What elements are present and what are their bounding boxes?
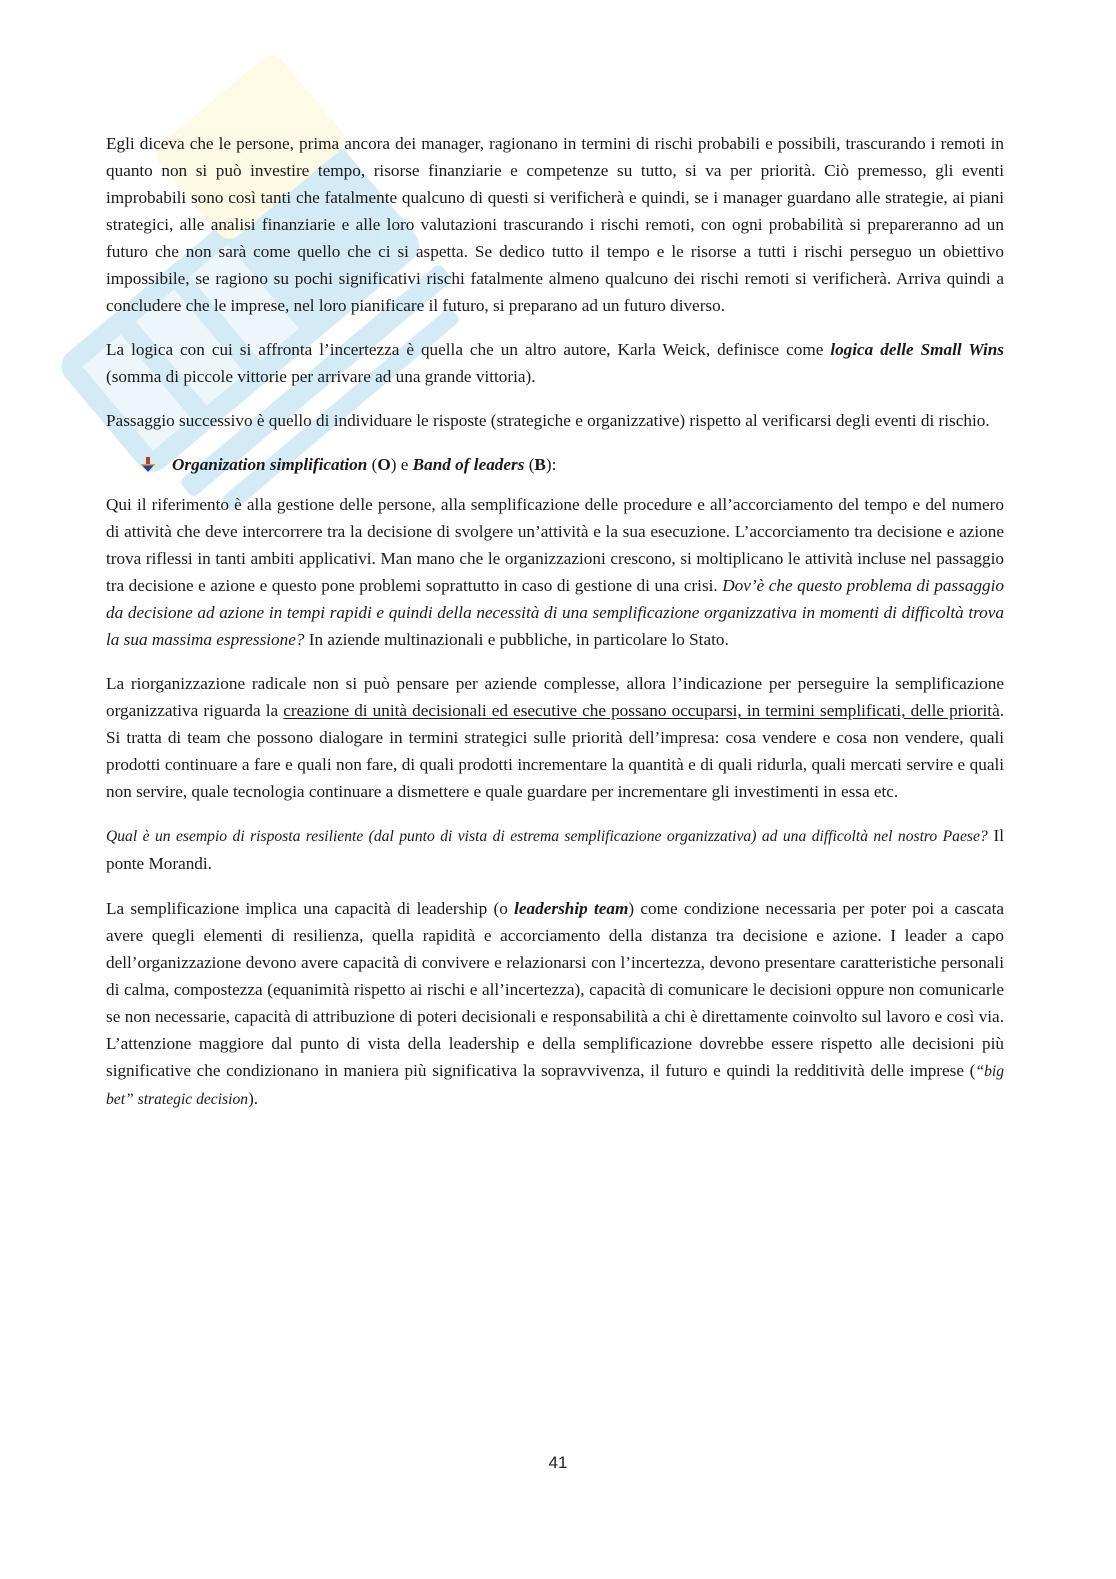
abbr-b: B (534, 455, 546, 474)
bullet-text (172, 451, 556, 478)
italic-big-bet: “big bet” strategic decision (106, 1063, 1004, 1108)
term-band-of-leaders: Band of leaders (412, 455, 525, 474)
page-number: 41 (548, 1453, 568, 1472)
text-segment: ). (248, 1089, 259, 1108)
bold-term-small-wins: logica delle Small Wins (830, 340, 1004, 359)
text-segment: . Si tratta di team che possono dialogare in termini strategici sulle priorità dell’impresa: cosa vendere e cosa non vendere, quali prodotti continuare a fare e quali non fare, di quali prodotti incrementare la quantità e di quali ridurla, quali mercati servire e quali non servire, quale tecnologia continuare a dismettere e quale guardare per incrementare gli investimenti in essa etc. (106, 701, 1005, 801)
paragraph-simplification (106, 491, 1004, 653)
text-segment: ( (524, 455, 535, 474)
text-segment: La semplificazione implica una capacità di leadership (o (106, 899, 515, 918)
text-segment: ) come condizione necessaria per poter poi a cascata avere quegli elementi di resilienza, quella rapidità e accorciamento della distanza tra decisione e azione. I leader a capo dell’organizzazione devono avere capacità di convivere e relazionarsi con l’incertezza, devono presentare caratteristiche personali di calma, compostezza (equanimità rispetto ai rischi e all’incertezza), capacità di comunicare le decisioni oppure non comunicarle se non necessarie, capacità di attribuzione di poteri decisionali e responsabilità a chi è direttamente coinvolto sul lavoro e così via. L’attenzione maggiore dal punto di vista della leadership e della semplificazione dovrebbe essere rispetto alle decisioni più significative che condizionano in maniera più significativa la sopravvivenza, il futuro e quindi la redditività delle imprese ( (106, 899, 1005, 1080)
arrow-down-bullet-icon (140, 457, 156, 473)
text-segment: ( (367, 455, 378, 474)
bold-term-leadership-team: leadership team (514, 899, 629, 918)
underlined-phrase: creazione di unità decisionali ed esecutive che possano occuparsi, in termini semplificati, delle priorità (283, 701, 1000, 720)
bullet-heading-ob (140, 451, 1004, 478)
paragraph-reorganization (106, 670, 1004, 805)
text-segment: In aziende multinazionali e pubbliche, in particolare lo Stato. (304, 630, 729, 649)
text-segment: La logica con cui si affronta l’incertezza è quella che un altro autore, Karla Weick, definisce come (106, 340, 831, 359)
paragraph-leadership (106, 895, 1004, 1113)
paragraph-next-step: Passaggio successivo è quello di individuare le risposte (strategiche e organizzative) rispetto al verificarsi degli eventi di rischio. (106, 411, 990, 430)
term-organization-simplification: Organization simplification (172, 455, 368, 474)
document-page (106, 130, 1004, 1130)
paragraph-risks: Egli diceva che le persone, prima ancora dei manager, ragionano in termini di rischi probabili e possibili, trascurando i remoti in quanto non si può investire tempo, risorse finanziarie e competenze su tutto, si va per priorità. Ciò premesso, gli eventi improbabili sono così tanti che fatalmente qualcuno di questi si verificherà e quindi, se i manager guardano alle strategie, ai piani strategici, alle analisi finanziarie e alle loro valutazioni trascurando i rischi remoti, con ogni probabilità si prepareranno ad un futuro che non sarà come quello che ci si aspetta. Se dedico tutto il tempo e le risorse a tutti i rischi perseguo un obiettivo impossibile, se ragiono su pochi significativi rischi fatalmente almeno qualcuno dei rischi remoti si verificherà. Arriva quindi a concludere che le imprese, nel loro pianificare il futuro, si preparano ad un futuro diverso. (106, 134, 1004, 315)
text-segment: Qui il riferimento è alla gestione delle persone, alla semplificazione delle procedure e all’accorciamento del tempo e del numero di attività che deve intercorrere tra la decisione di svolgere un’attività e la sua esecuzione. L’accorciamento tra decisione e azione trova riflessi in tanti ambiti applicativi. Man mano che le organizzazioni crescono, si moltiplicano le attività incluse nel passaggio tra decisione e azione e questo pone problemi soprattutto in caso di gestione di una crisi. (106, 495, 1004, 595)
text-segment: Il ponte Morandi. (106, 826, 1005, 873)
paragraph-small-wins (106, 336, 1004, 390)
italic-question: Qual è un esempio di risposta resiliente (dal punto di vista di estrema semplificazione organizzativa) ad una difficoltà nel nostro Paese? (106, 828, 988, 845)
text-segment: ): (545, 455, 557, 474)
text-segment: (somma di piccole vittorie per arrivare ad una grande vittoria). (106, 367, 536, 386)
paragraph-morandi (106, 822, 1004, 878)
text-segment: ) e (390, 455, 413, 474)
abbr-o: O (377, 455, 391, 474)
text-segment: La riorganizzazione radicale non si può pensare per aziende complesse, allora l’indicazione per perseguire la semplificazione organizzativa riguarda la (106, 674, 1004, 720)
italic-question: Dov’è che questo problema di passaggio da decisione ad azione in tempi rapidi e quindi della necessità di una semplificazione organizzativa in momenti di difficoltà trova la sua massima espressione? (106, 576, 1005, 649)
